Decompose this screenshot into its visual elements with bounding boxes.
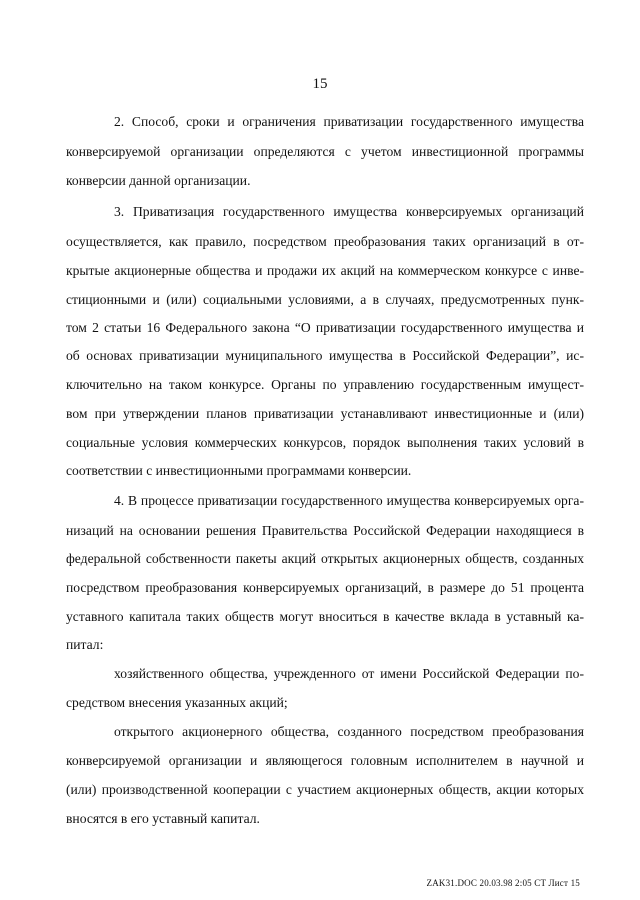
page-number: 15 (312, 76, 328, 92)
paragraph-3-line-7: ключительно на таком конкурсе. Органы по управлению государственным имущест- (66, 377, 584, 392)
subitem-2-line-2: конверсируемой организации и являющегося головным исполнителем в научной и (66, 753, 584, 768)
paragraph-3-line-9: социальные условия коммерческих конкурсов, порядок выполнения таких условий в (66, 435, 584, 450)
paragraph-3-line-10: соответствии с инвестиционными программами конверсии. (66, 463, 412, 478)
subitem-2-line-1: открытого акционерного общества, созданного посредством преобразования (114, 724, 584, 739)
paragraph-2-line-2: конверсируемой организации определяются с учетом инвестиционной программы (66, 144, 584, 159)
paragraph-3-line-3: крытые акционерные общества и продажи их акций на коммерческом конкурсе с инве- (66, 263, 584, 278)
paragraph-4-line-3: федеральной собственности пакеты акций открытых акционерных обществ, созданных (66, 551, 584, 566)
paragraph-3-line-6: об основах приватизации муниципального имущества в Российской Федерации”, ис- (66, 348, 584, 363)
paragraph-2-line-1: 2. Способ, сроки и ограничения приватизации государственного имущества (114, 114, 584, 129)
document-footer: ZAK31.DOC 20.03.98 2:05 CT Лист 15 (426, 878, 580, 888)
paragraph-4-line-5: уставного капитала таких обществ могут вноситься в качестве вклада в уставный ка- (66, 609, 584, 624)
subitem-1-line-2: средством внесения указанных акций; (66, 695, 288, 710)
paragraph-3-line-8: вом при утверждении планов приватизации устанавливают инвестиционные и (или) (66, 406, 584, 421)
paragraph-3-line-2: осуществляется, как правило, посредством преобразования таких организаций в от- (66, 234, 584, 249)
subitem-1-line-1: хозяйственного общества, учрежденного от имени Российской Федерации по- (114, 666, 584, 681)
paragraph-4-line-2: низаций на основании решения Правительства Российской Федерации находящиеся в (66, 523, 584, 538)
subitem-2-line-3: (или) производственной кооперации с участием акционерных обществ, акции которых (66, 782, 584, 797)
paragraph-3-line-1: 3. Приватизация государственного имущества конверсируемых организаций (114, 204, 584, 219)
subitem-2-line-4: вносятся в его уставный капитал. (66, 811, 260, 826)
paragraph-3-line-5: том 2 статьи 16 Федерального закона “О приватизации государственного имущества и (66, 320, 584, 335)
paragraph-3-line-4: стиционными и (или) социальными условиями, а в случаях, предусмотренных пунк- (66, 292, 584, 307)
paragraph-4-line-6: питал: (66, 637, 104, 652)
paragraph-4-line-1: 4. В процессе приватизации государственного имущества конверсируемых орга- (114, 493, 584, 508)
paragraph-4-line-4: посредством преобразования конверсируемых организаций, в размере до 51 процента (66, 580, 584, 595)
paragraph-2-line-3: конверсии данной организации. (66, 173, 251, 188)
